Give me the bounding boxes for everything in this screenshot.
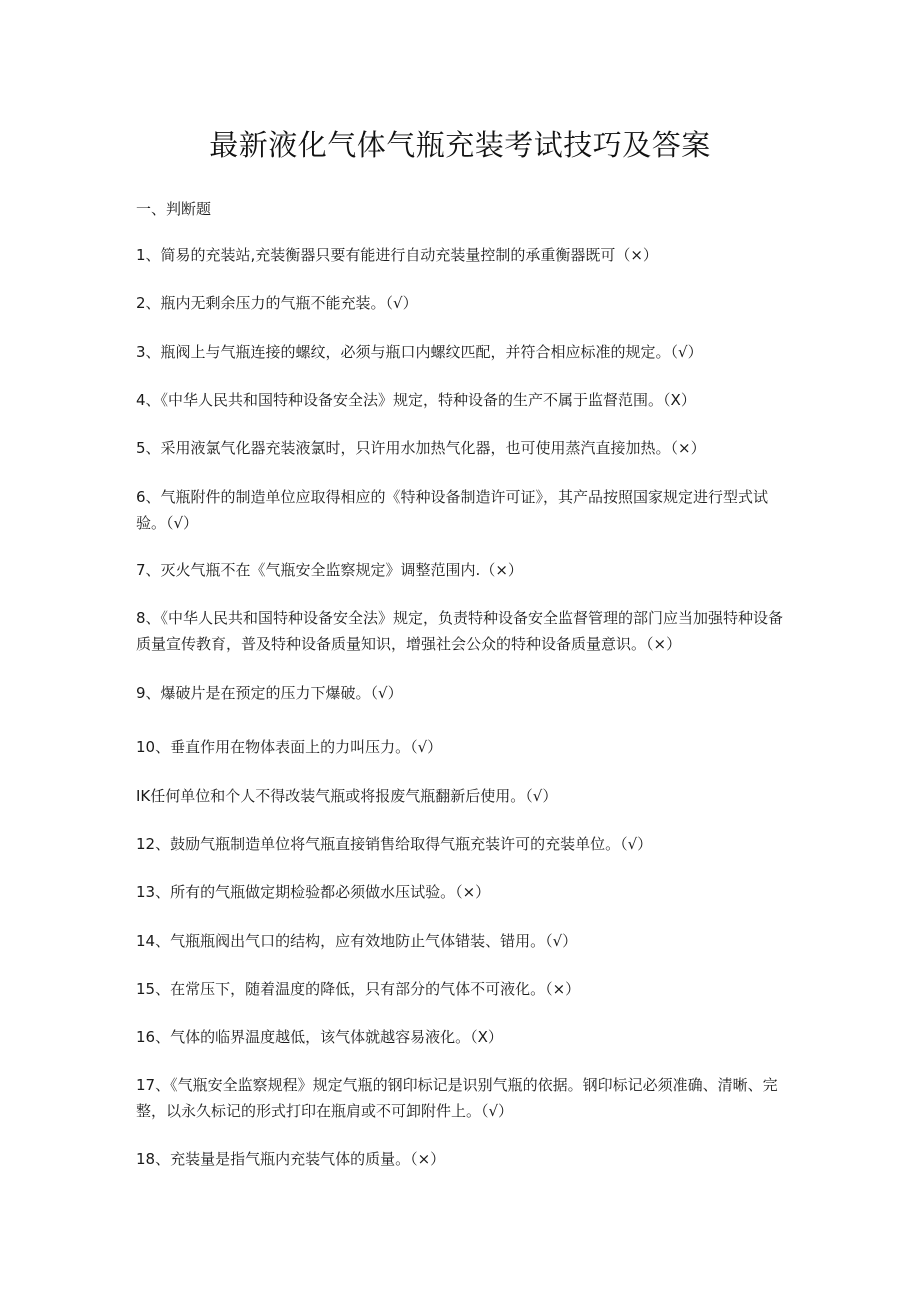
question-12: 12、鼓励气瓶制造单位将气瓶直接销售给取得气瓶充装许可的充装单位。（√） bbox=[136, 835, 653, 853]
question-8: 8、《中华人民共和国特种设备安全法》规定，负责特种设备安全监督管理的部门应当加强特种设备质量宣传教育，普及特种设备质量知识，增强社会公众的特种设备质量意识。（×） bbox=[136, 609, 784, 653]
question-2: 2、瓶内无剩余压力的气瓶不能充装。（√） bbox=[136, 294, 418, 312]
question-15: 15、在常压下，随着温度的降低，只有部分的气体不可液化。（×） bbox=[136, 980, 581, 998]
question-17: 17、《气瓶安全监察规程》规定气瓶的钢印标记是识别气瓶的依据。钢印标记必须准确、清晰、完整，以永久标记的形式打印在瓶肩或不可卸附件上。（√） bbox=[136, 1076, 778, 1120]
question-10: 10、垂直作用在物体表面上的力叫压力。（√） bbox=[136, 738, 443, 756]
question-4: 4、《中华人民共和国特种设备安全法》规定，特种设备的生产不属于监督范围。（X） bbox=[136, 391, 696, 409]
question-16: 16、气体的临界温度越低，该气体就越容易液化。（X） bbox=[136, 1028, 503, 1046]
question-5: 5、采用液氯气化器充装液氯时，只许用水加热气化器，也可使用蒸汽直接加热。（×） bbox=[136, 439, 706, 457]
question-1: 1、简易的充装站,充装衡器只要有能进行自动充装量控制的承重衡器既可（×） bbox=[136, 246, 658, 264]
section-heading: 一、判断题 bbox=[136, 200, 212, 218]
question-14: 14、气瓶瓶阀出气口的结构，应有效地防止气体错装、错用。（√） bbox=[136, 932, 578, 950]
document-title: 最新液化气体气瓶充装考试技巧及答案 bbox=[209, 128, 711, 162]
question-7: 7、灭火气瓶不在《气瓶安全监察规定》调整范围内.（×） bbox=[136, 561, 523, 579]
question-9: 9、爆破片是在预定的压力下爆破。（√） bbox=[136, 684, 403, 702]
question-13: 13、所有的气瓶做定期检验都必须做水压试验。（×） bbox=[136, 883, 491, 901]
question-6: 6、气瓶附件的制造单位应取得相应的《特种设备制造许可证》，其产品按照国家规定进行型式试验。（√） bbox=[136, 488, 769, 532]
question-11: IK任何单位和个人不得改装气瓶或将报废气瓶翻新后使用。（√） bbox=[136, 787, 558, 805]
question-18: 18、充装量是指气瓶内充装气体的质量。（×） bbox=[136, 1150, 446, 1168]
question-3: 3、瓶阀上与气瓶连接的螺纹，必须与瓶口内螺纹匹配，并符合相应标准的规定。（√） bbox=[136, 343, 703, 361]
